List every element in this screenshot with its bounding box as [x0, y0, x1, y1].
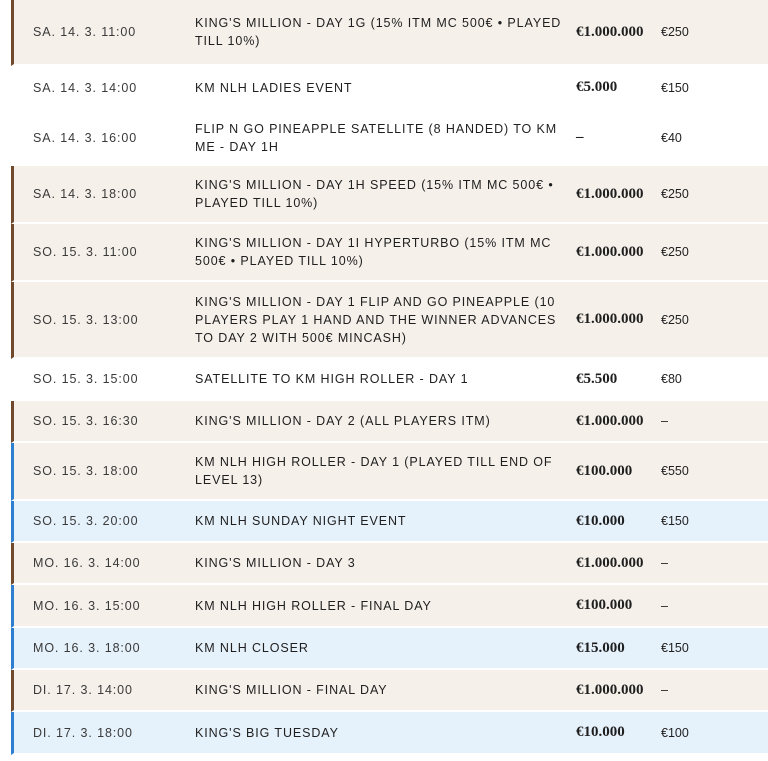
row-event: KM NLH CLOSER: [195, 641, 309, 655]
row-date: SA. 14. 3. 11:00: [33, 25, 137, 39]
table-row[interactable]: [11, 712, 768, 755]
table-row[interactable]: [11, 282, 768, 359]
row-event: FLIP N GO PINEAPPLE SATELLITE (8 HANDED) TO KM ME - DAY 1H: [195, 121, 558, 154]
row-buyin: –: [661, 414, 668, 428]
row-buyin: €550: [661, 464, 689, 478]
row-buyin: €150: [661, 80, 689, 95]
row-buyin: –: [661, 556, 668, 570]
row-date: SA. 14. 3. 14:00: [33, 80, 138, 95]
row-prize: €15.000: [576, 639, 625, 656]
row-prize: €100.000: [576, 597, 633, 613]
row-event: KING'S MILLION - DAY 1H SPEED (15% ITM MC 500€ • PLAYED TILL 10%): [195, 178, 554, 210]
row-event: KING'S MILLION - DAY 2 (ALL PLAYERS ITM): [195, 414, 491, 428]
row-buyin: €150: [661, 641, 689, 655]
row-prize: €100.000: [576, 462, 633, 479]
row-date: DI. 17. 3. 14:00: [33, 683, 133, 697]
table-row[interactable]: [11, 543, 768, 585]
row-event: KM NLH SUNDAY NIGHT EVENT: [195, 514, 407, 528]
table-row[interactable]: [11, 585, 768, 628]
row-event: KING'S MILLION - DAY 1 FLIP AND GO PINEAPPLE (10 PLAYERS PLAY 1 HAND AND THE WINNER ADVANCES TO DAY 2 WITH 500€ MINCASH): [195, 294, 557, 345]
row-date: DI. 17. 3. 18:00: [33, 725, 133, 740]
row-date: MO. 16. 3. 15:00: [33, 598, 141, 613]
row-buyin: €100: [661, 725, 689, 740]
table-row[interactable]: [11, 166, 768, 224]
table-row[interactable]: [11, 111, 768, 166]
row-buyin: €250: [661, 25, 689, 39]
row-event: KING'S MILLION - FINAL DAY: [195, 683, 388, 697]
row-prize: €1.000.000: [576, 681, 644, 698]
row-buyin: €250: [661, 187, 689, 201]
row-prize: €1.000.000: [576, 23, 644, 40]
row-prize: €1.000.000: [576, 185, 644, 202]
row-date: SO. 15. 3. 20:00: [33, 514, 139, 528]
row-prize: €5.000: [576, 79, 618, 95]
row-buyin: €150: [661, 514, 689, 528]
row-buyin: €250: [661, 312, 689, 327]
row-event: KING'S MILLION - DAY 1G (15% ITM MC 500€ • PLAYED TILL 10%): [195, 16, 562, 48]
row-event: KM NLH HIGH ROLLER - DAY 1 (PLAYED TILL END OF LEVEL 13): [195, 455, 553, 487]
row-buyin: €40: [661, 130, 682, 145]
row-prize: €1.000.000: [576, 311, 644, 327]
row-prize: €1.000.000: [576, 243, 644, 260]
row-date: MO. 16. 3. 18:00: [33, 641, 141, 655]
table-row[interactable]: [11, 224, 768, 282]
table-row[interactable]: [11, 443, 768, 501]
row-date: SA. 14. 3. 16:00: [33, 130, 138, 145]
row-event: KING'S MILLION - DAY 3: [195, 556, 356, 570]
row-prize: €1.000.000: [576, 554, 644, 571]
table-row[interactable]: [11, 670, 768, 712]
row-date: SO. 15. 3. 16:30: [33, 414, 139, 428]
row-prize: –: [576, 129, 584, 145]
row-date: SO. 15. 3. 11:00: [33, 245, 138, 259]
row-date: SO. 15. 3. 18:00: [33, 464, 139, 478]
row-event: KING'S BIG TUESDAY: [195, 725, 339, 740]
row-date: MO. 16. 3. 14:00: [33, 556, 141, 570]
row-prize: €1.000.000: [576, 412, 644, 429]
row-event: KM NLH HIGH ROLLER - FINAL DAY: [195, 598, 432, 613]
row-date: SO. 15. 3. 13:00: [33, 312, 139, 327]
row-prize: €10.000: [576, 512, 625, 529]
table-row[interactable]: [11, 501, 768, 543]
row-buyin: –: [661, 598, 668, 613]
row-prize: €5.500: [576, 370, 618, 387]
row-event: KM NLH LADIES EVENT: [195, 80, 353, 95]
table-row[interactable]: [11, 628, 768, 670]
row-date: SA. 14. 3. 18:00: [33, 187, 138, 201]
row-date: SO. 15. 3. 15:00: [33, 372, 139, 386]
row-buyin: –: [661, 683, 668, 697]
table-row[interactable]: [11, 66, 768, 111]
table-row[interactable]: [11, 0, 768, 66]
table-row[interactable]: [11, 359, 768, 401]
row-event: SATELLITE TO KM HIGH ROLLER - DAY 1: [195, 372, 469, 386]
row-buyin: €250: [661, 245, 689, 259]
row-buyin: €80: [661, 372, 682, 386]
table-row[interactable]: [11, 401, 768, 443]
row-event: KING'S MILLION - DAY 1I HYPERTURBO (15% ITM MC 500€ • PLAYED TILL 10%): [195, 236, 552, 268]
row-prize: €10.000: [576, 724, 625, 740]
